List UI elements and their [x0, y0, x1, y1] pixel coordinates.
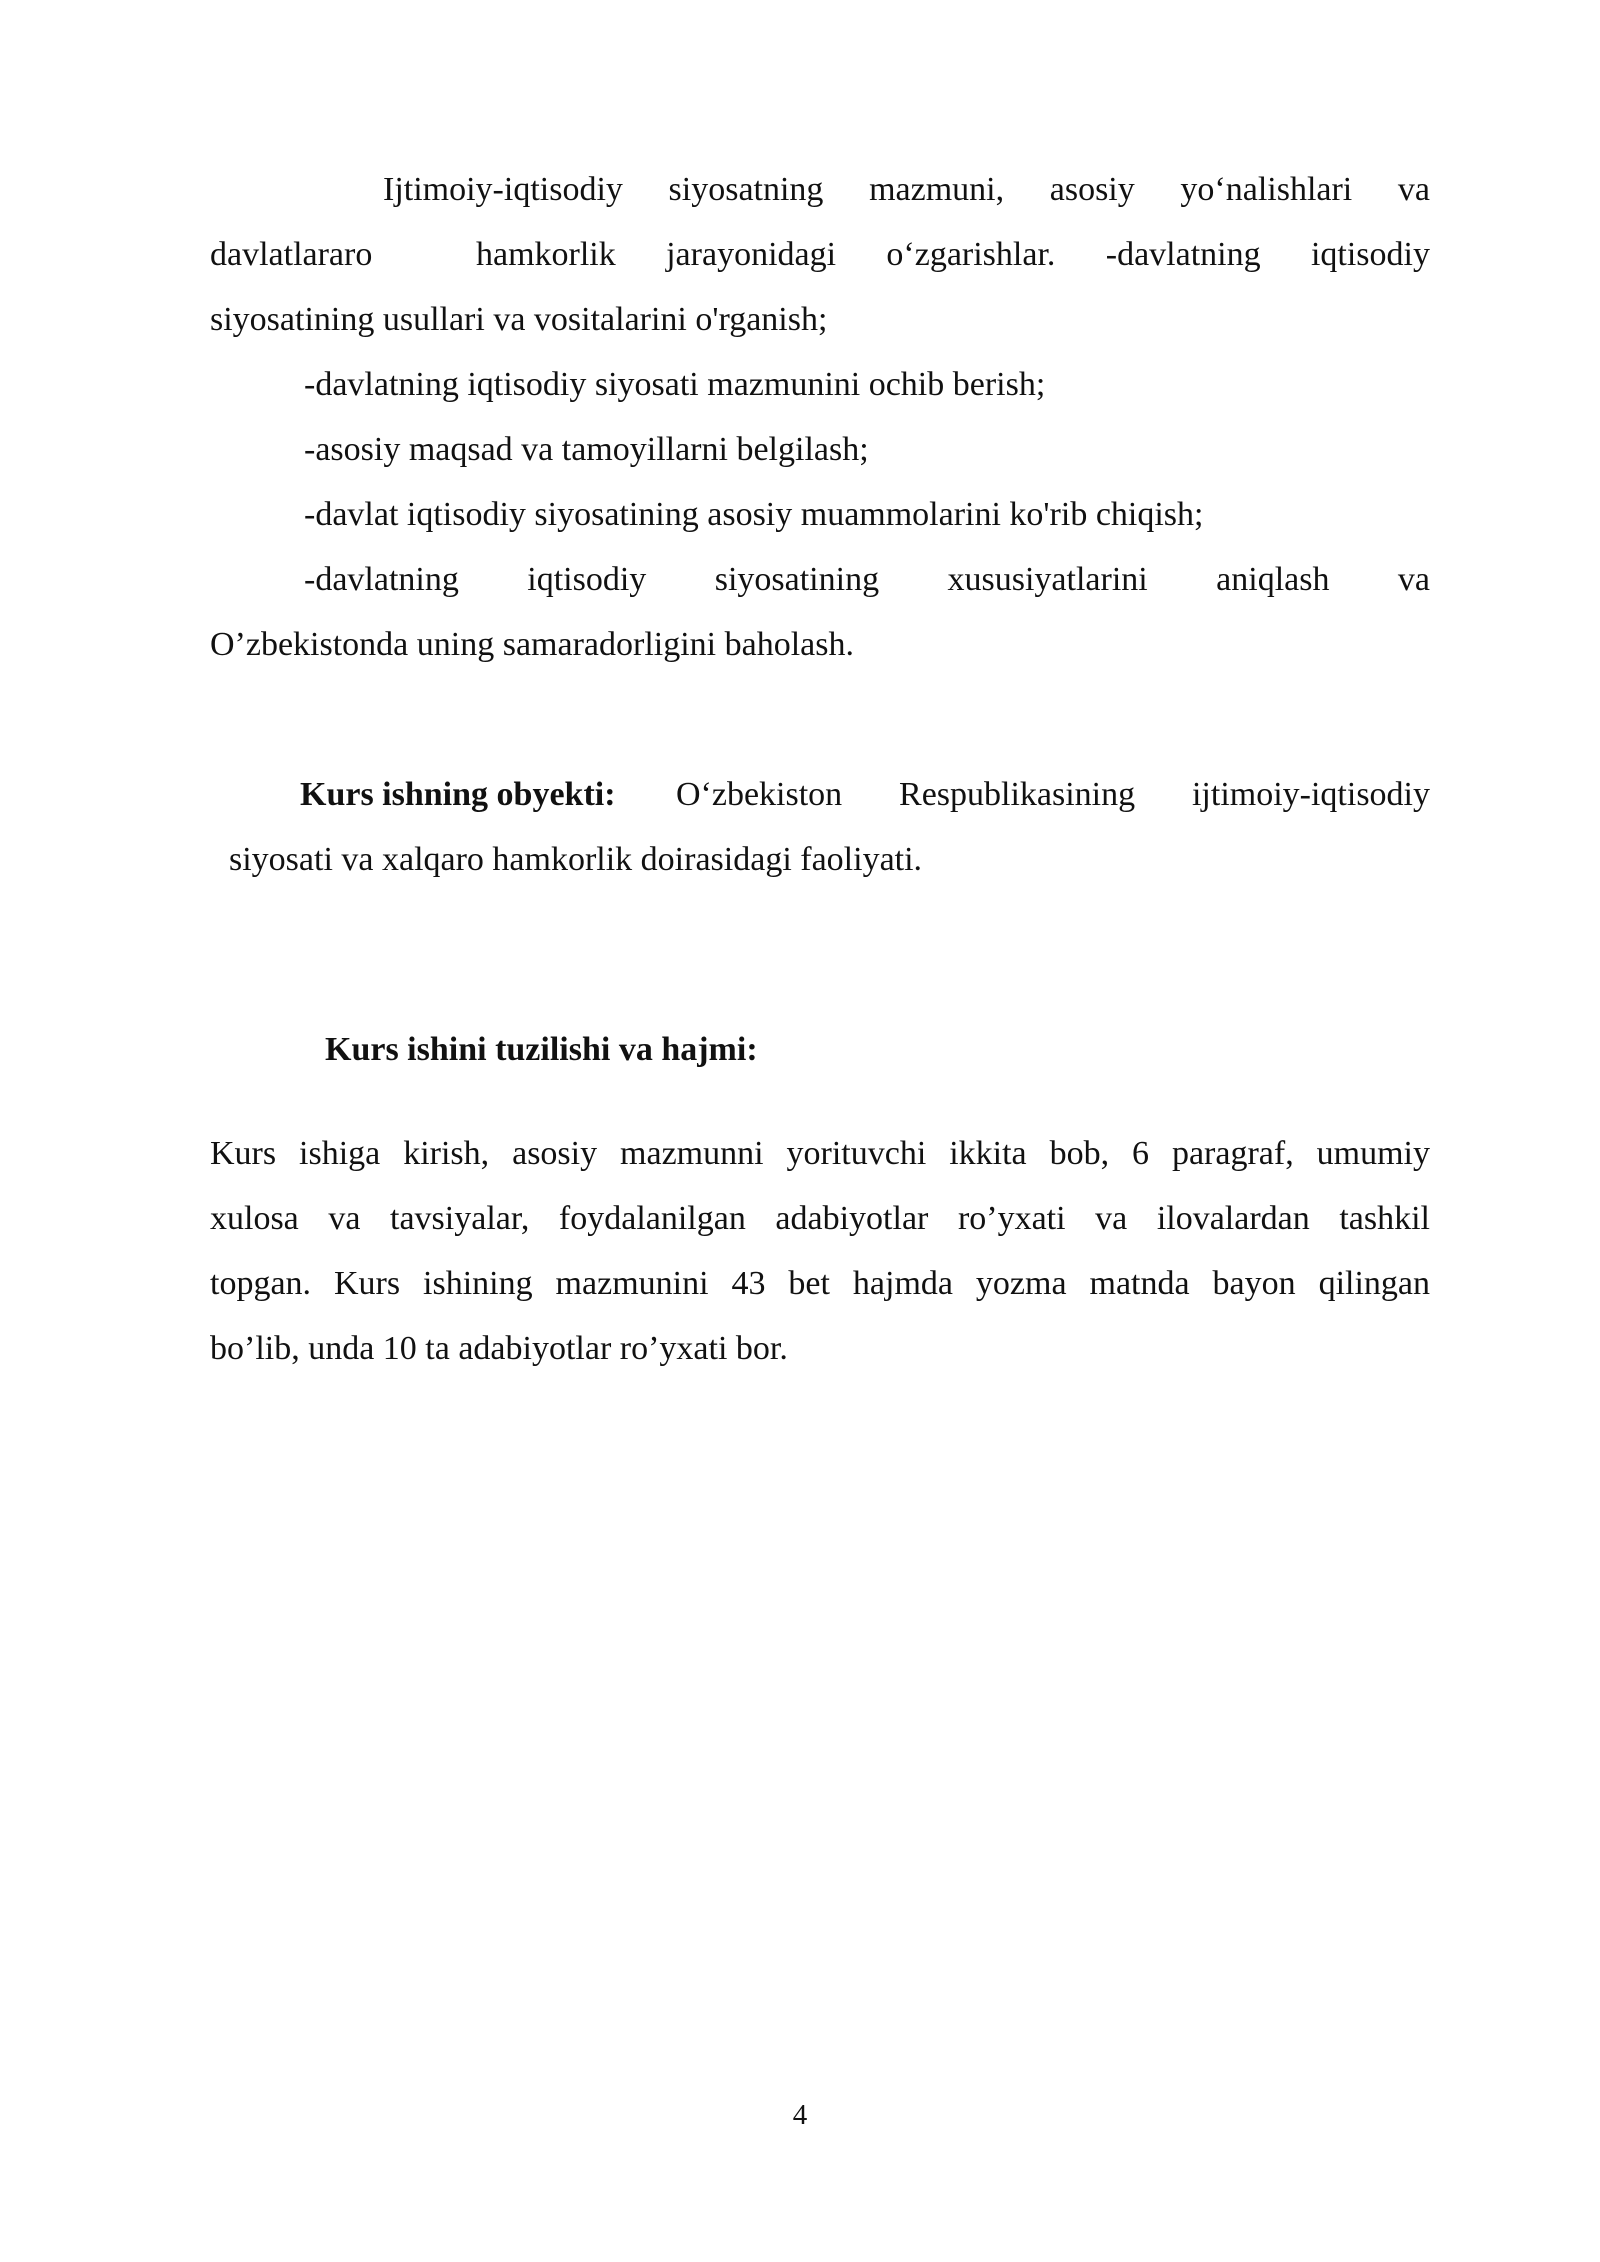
- intro-line-3: siyosatining usullari va vositalarini o'rganish;: [210, 301, 828, 338]
- object-text-line-2: siyosati va xalqaro hamkorlik doirasidagi faoliyati.: [229, 841, 923, 878]
- structure-line-3: topgan. Kurs ishining mazmunini 43 bet hajmda yozma matnda bayon qilingan: [210, 1265, 1430, 1302]
- structure-heading: Kurs ishini tuzilishi va hajmi:: [325, 1031, 758, 1068]
- intro-line-1: Ijtimoiy-iqtisodiy siyosatning mazmuni, asosiy yo‘nalishlari va: [383, 171, 1430, 208]
- structure-line-4: bo’lib, unda 10 ta adabiyotlar ro’yxati bor.: [210, 1330, 788, 1367]
- object-label: Kurs ishning obyekti:: [300, 776, 616, 813]
- intro-line-2-end: hamkorlik jarayonidagi o‘zgarishlar. -davlatning iqtisodiy: [476, 236, 1430, 273]
- object-text-line-1: O‘zbekiston Respublikasining ijtimoiy-iqtisodiy: [676, 776, 1430, 813]
- structure-line-1: Kurs ishiga kirish, asosiy mazmunni yorituvchi ikkita bob, 6 paragraf, umumiy: [210, 1135, 1430, 1172]
- task-item-3: -davlat iqtisodiy siyosatining asosiy muammolarini ko'rib chiqish;: [304, 496, 1204, 533]
- task-item-1: -davlatning iqtisodiy siyosati mazmunini ochib berish;: [304, 366, 1046, 403]
- task-item-2: -asosiy maqsad va tamoyillarni belgilash;: [304, 431, 869, 468]
- page-number: 4: [792, 2099, 808, 2131]
- task-item-4: -davlatning iqtisodiy siyosatining xususiyatlarini aniqlash va: [304, 561, 1430, 598]
- task-item-4-continuation: O’zbekistonda uning samaradorligini baholash.: [210, 626, 854, 663]
- intro-line-2-start: davlatlararo: [210, 236, 373, 273]
- structure-line-2: xulosa va tavsiyalar, foydalanilgan adabiyotlar ro’yxati va ilovalardan tashkil: [210, 1200, 1430, 1237]
